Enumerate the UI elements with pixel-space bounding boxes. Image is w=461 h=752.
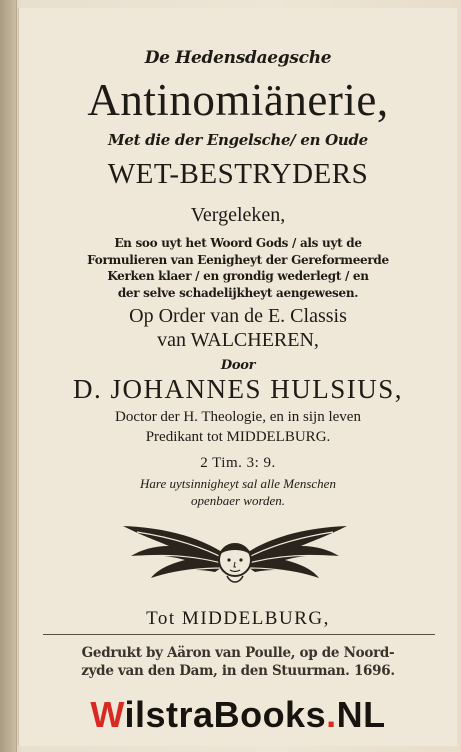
author-name: D. JOHANNES HULSIUS, — [72, 374, 404, 404]
place-line: Tot MIDDELBURG, — [146, 608, 330, 629]
imprint-line-2: zyde van den Dam, in den Stuurman. 1696. — [81, 663, 395, 679]
order-line-2: van WALCHEREN, — [157, 329, 319, 351]
watermark-w: W — [90, 694, 125, 735]
watermark-name: ilstraBooks — [124, 694, 327, 735]
divider — [43, 634, 435, 635]
order-line-1: Op Order van de E. Classis — [129, 305, 347, 327]
title-line-3: Met die der Engelsche/ en Oude — [108, 131, 368, 149]
description-line-2: Formulieren van Eenigheyt der Gereformeerde — [87, 252, 389, 267]
scripture-quote — [19, 475, 457, 509]
watermark-dot: . — [326, 694, 337, 735]
watermark-suffix: NL — [336, 694, 386, 735]
scripture-quote-line-1: Hare uytsinnigheyt sal alle Menschen — [140, 476, 336, 491]
by-line: Door — [220, 358, 256, 373]
description-line-4: der selve schadelijkheyt aengewesen. — [117, 285, 359, 300]
description-line-1: En soo uyt het Woord Gods / als uyt de — [114, 236, 362, 250]
imprint-line-1: Gedrukt by Aäron van Poulle, op de Noord- — [81, 645, 395, 661]
title-page — [18, 8, 457, 746]
scripture-quote-line-2: openbaer worden. — [190, 493, 286, 508]
title-line-4: WET-BESTRYDERS — [107, 158, 369, 190]
watermark — [19, 694, 457, 736]
description-block — [19, 235, 457, 301]
description-line-3: Kerken klaer / en grondig wederlegt / en — [107, 269, 369, 283]
book-spine — [0, 0, 17, 752]
order-block — [19, 304, 457, 352]
scripture-reference: 2 Tim. 3: 9. — [200, 455, 276, 471]
author-description — [19, 407, 457, 447]
author-description-line-1: Doctor der H. Theologie, en in sijn leven — [115, 409, 361, 425]
title-line-1: De Hedensdaegsche — [144, 48, 332, 68]
winged-cherub-head-icon — [115, 520, 355, 592]
main-title: Antinomiänerie, — [87, 75, 389, 125]
title-line-5: Vergeleken, — [190, 204, 286, 226]
imprint-block — [19, 644, 457, 680]
author-description-line-2: Predikant tot MIDDELBURG. — [145, 429, 331, 445]
